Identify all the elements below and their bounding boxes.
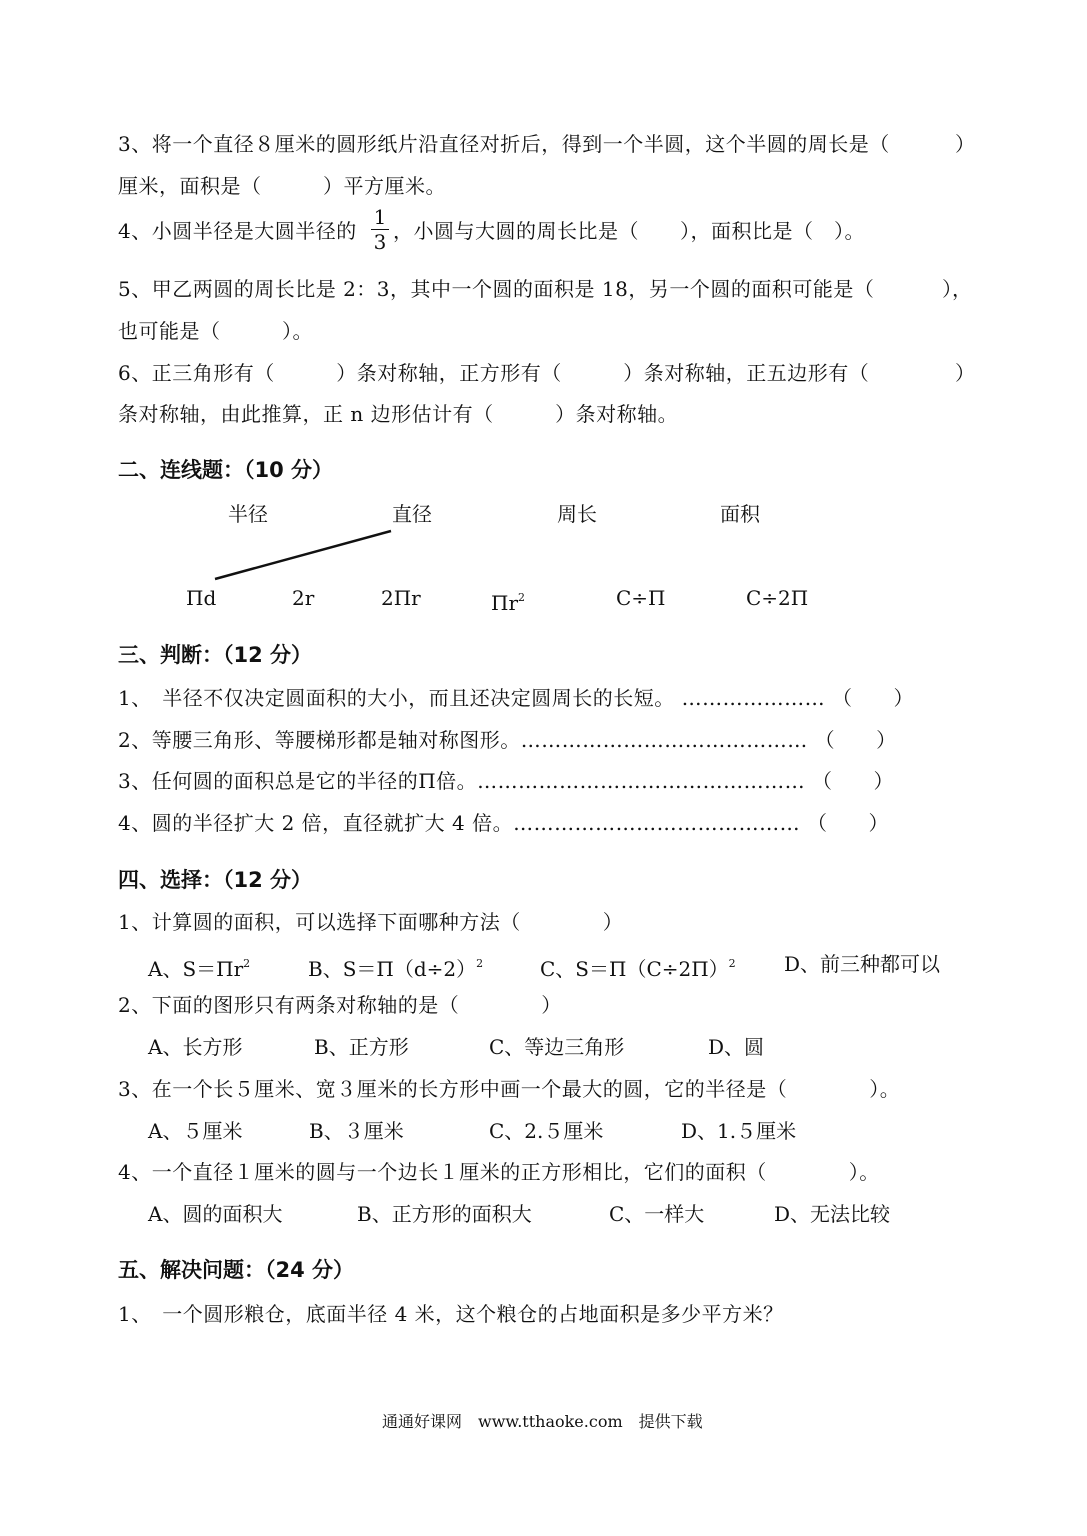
judge-item-1: 1、 半径不仅决定圆面积的大小，而且还决定圆周长的长短。 ………………… （ ） bbox=[118, 686, 914, 710]
choice-q1-option-d: D、前三种都可以 bbox=[784, 952, 941, 976]
judge-item-3: 3、任何圆的面积总是它的半径的Π倍。………………………………………… （ ） bbox=[118, 769, 895, 793]
match-top-diameter: 直径 bbox=[392, 502, 432, 526]
choice-q2-option-c: C、等边三角形 bbox=[489, 1035, 625, 1059]
choice-q1-option-c bbox=[540, 952, 736, 981]
pir-exponent: 2 bbox=[518, 591, 526, 604]
choice-q3-option-b: B、３厘米 bbox=[309, 1119, 404, 1143]
match-top-circumference: 周长 bbox=[557, 502, 597, 526]
choice-q3: 3、在一个长５厘米、宽３厘米的长方形中画一个最大的圆，它的半径是（ ）。 bbox=[118, 1077, 901, 1101]
fraction-denominator: 3 bbox=[373, 230, 387, 254]
q6-line1: 6、正三角形有（ ）条对称轴，正方形有（ ）条对称轴，正五边形有（ bbox=[118, 361, 870, 385]
judge-item-2: 2、等腰三角形、等腰梯形都是轴对称图形。…………………………………… （ ） bbox=[118, 728, 897, 752]
match-bottom-c-div-2pi: C÷2Π bbox=[746, 586, 809, 610]
q3-line1: 3、将一个直径８厘米的圆形纸片沿直径对折后，得到一个半圆，这个半圆的周长是（ bbox=[118, 132, 890, 156]
choice-q2: 2、下面的图形只有两条对称轴的是（ ） bbox=[118, 993, 562, 1017]
judge-heading: 三、判断：（12 分） bbox=[118, 643, 313, 667]
choice-q2-option-a: A、长方形 bbox=[148, 1035, 243, 1059]
choice-heading: 四、选择：（12 分） bbox=[118, 868, 313, 892]
choice-q2-option-b: B、正方形 bbox=[314, 1035, 409, 1059]
connector-diameter-to-pid bbox=[215, 531, 391, 579]
solve-q1: 1、 一个圆形粮仓，底面半径 4 米，这个粮仓的占地面积是多少平方米？ bbox=[118, 1302, 784, 1326]
option-a-exponent: 2 bbox=[243, 957, 251, 970]
choice-q4: 4、一个直径１厘米的圆与一个边长１厘米的正方形相比，它们的面积（ ）。 bbox=[118, 1160, 880, 1184]
match-bottom-2r: 2r bbox=[292, 586, 315, 610]
choice-q4-option-a: A、圆的面积大 bbox=[148, 1202, 283, 1226]
match-bottom-2pir: 2Πr bbox=[381, 586, 421, 610]
fraction-numerator: 1 bbox=[373, 205, 387, 229]
option-b-text: B、S＝Π（d÷2） bbox=[308, 957, 477, 981]
choice-q3-option-c: C、2.５厘米 bbox=[489, 1119, 604, 1143]
match-top-radius: 半径 bbox=[228, 502, 268, 526]
q5-line1: 5、甲乙两圆的周长比是 2：3，其中一个圆的面积是 18，另一个圆的面积可能是（ bbox=[118, 277, 875, 301]
q6-line2: 条对称轴，由此推算，正 n 边形估计有（ ）条对称轴。 bbox=[118, 402, 679, 426]
q3-line2: 厘米，面积是（ ）平方厘米。 bbox=[118, 174, 446, 198]
q5-line1-close: ）， bbox=[942, 277, 972, 301]
match-bottom-pid: Πd bbox=[186, 586, 217, 610]
match-top-area: 面积 bbox=[720, 502, 760, 526]
option-c-exponent: 2 bbox=[728, 957, 736, 970]
page-footer: 通通好课网 www.tthaoke.com 提供下载 bbox=[382, 1412, 703, 1431]
choice-q1-option-a bbox=[148, 952, 250, 981]
choice-q3-option-a: A、５厘米 bbox=[148, 1119, 243, 1143]
q6-line1-close: ） bbox=[955, 361, 975, 385]
choice-q4-option-d: D、无法比较 bbox=[774, 1202, 891, 1226]
choice-q2-option-d: D、圆 bbox=[708, 1035, 765, 1059]
option-a-text: A、S＝Πr bbox=[148, 957, 244, 981]
q4-pre: 4、小圆半径是大圆半径的 bbox=[118, 219, 357, 243]
choice-q1: 1、计算圆的面积，可以选择下面哪种方法（ ） bbox=[118, 910, 624, 934]
option-c-text: C、S＝Π（C÷2Π） bbox=[540, 957, 729, 981]
q4-post: ，小圆与大圆的周长比是（ ），面积比是（ ）。 bbox=[393, 219, 865, 243]
pir-text: Πr bbox=[491, 591, 519, 615]
matching-heading: 二、连线题：（10 分） bbox=[118, 458, 334, 482]
q3-line1-close: ） bbox=[955, 132, 975, 156]
choice-q1-option-b bbox=[308, 952, 483, 981]
choice-q4-option-b: B、正方形的面积大 bbox=[357, 1202, 532, 1226]
judge-item-4: 4、圆的半径扩大 2 倍，直径就扩大 4 倍。…………………………………… （ ） bbox=[118, 811, 889, 835]
q5-line2: 也可能是（ ）。 bbox=[118, 319, 313, 343]
match-bottom-pir2 bbox=[491, 586, 525, 615]
option-b-exponent: 2 bbox=[476, 957, 484, 970]
choice-q4-option-c: C、一样大 bbox=[609, 1202, 705, 1226]
solve-heading: 五、解决问题：（24 分） bbox=[118, 1258, 355, 1282]
match-bottom-c-div-pi: C÷Π bbox=[616, 586, 666, 610]
choice-q3-option-d: D、1.５厘米 bbox=[681, 1119, 797, 1143]
